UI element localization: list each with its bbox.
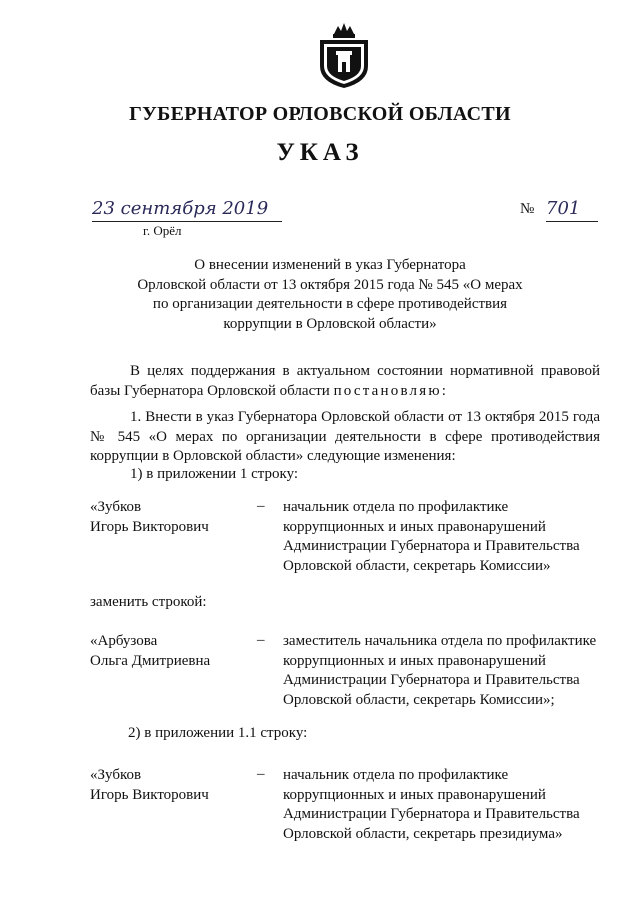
entry-1-name [90, 498, 209, 537]
name-line: «Зубков [90, 767, 142, 783]
issuer-title: ГУБЕРНАТОР ОРЛОВСКОЙ ОБЛАСТИ [129, 103, 511, 125]
entry-1-role [283, 498, 603, 576]
intro-text: В целях поддержания в актуальном состоянии нормативной правовой базы Губернатора Орловской области [90, 363, 600, 399]
item-1-paragraph: 1. Внести в указ Губернатора Орловской области от 13 октября 2015 года № 545 «О мерах по организации деятельности в сфере противодействия коррупции в Орловской области» следующие изменения: [90, 409, 600, 464]
subject-line: по организации деятельности в сфере противодействия [152, 296, 508, 312]
number-handwritten: 701 [546, 197, 598, 222]
coat-of-arms-icon [316, 20, 372, 90]
entry-3-dash: – [257, 766, 265, 782]
subject-line: коррупции в Орловской области» [223, 315, 437, 332]
role-line: Администрации Губернатора и Правительства [283, 672, 580, 688]
subject-line: О внесении изменений в указ Губернатора [194, 257, 466, 273]
entry-2-role [283, 632, 603, 710]
intro-paragraph [90, 362, 600, 401]
name-line: «Зубков [90, 499, 142, 515]
role-line: Администрации Губернатора и Правительства [283, 538, 580, 554]
document-type-title: УКАЗ [276, 139, 364, 166]
role-line: Орловской области, секретарь Комиссии»; [283, 691, 555, 708]
role-line: начальник отдела по профилактике [283, 767, 509, 783]
replace-text: заменить строкой: [90, 594, 207, 610]
subject-line: Орловской области от 13 октября 2015 года № 545 «О мерах [137, 276, 523, 293]
entry-3-name [90, 766, 209, 805]
subitem-2: 2) в приложении 1.1 строку: [128, 725, 308, 741]
date-handwritten: 23 сентября 2019 [92, 197, 282, 222]
role-line: начальник отдела по профилактике [283, 499, 509, 515]
number-label: № [520, 201, 535, 217]
name-line: «Арбузова [90, 633, 158, 649]
entry-2-name [90, 632, 210, 671]
entry-2-dash: – [257, 632, 265, 648]
role-line: заместитель начальника отдела по профилактике [283, 633, 597, 649]
document-subject [110, 256, 550, 334]
subitem-1: 1) в приложении 1 строку: [130, 466, 299, 482]
entry-1-dash: – [257, 498, 265, 514]
role-line: коррупционных и иных правонарушений [283, 518, 546, 535]
role-line: Администрации Губернатора и Правительства [283, 806, 580, 822]
decree-word: постановляю: [333, 382, 449, 399]
name-line: Игорь Викторович [90, 786, 209, 803]
role-line: Орловской области, секретарь президиума» [283, 825, 563, 842]
entry-3-role [283, 766, 603, 844]
name-line: Ольга Дмитриевна [90, 652, 211, 669]
name-line: Игорь Викторович [90, 518, 209, 535]
role-line: коррупционных и иных правонарушений [283, 786, 546, 803]
role-line: Орловской области, секретарь Комиссии» [283, 557, 551, 574]
role-line: коррупционных и иных правонарушений [283, 652, 546, 669]
city-label: г. Орёл [143, 223, 182, 238]
